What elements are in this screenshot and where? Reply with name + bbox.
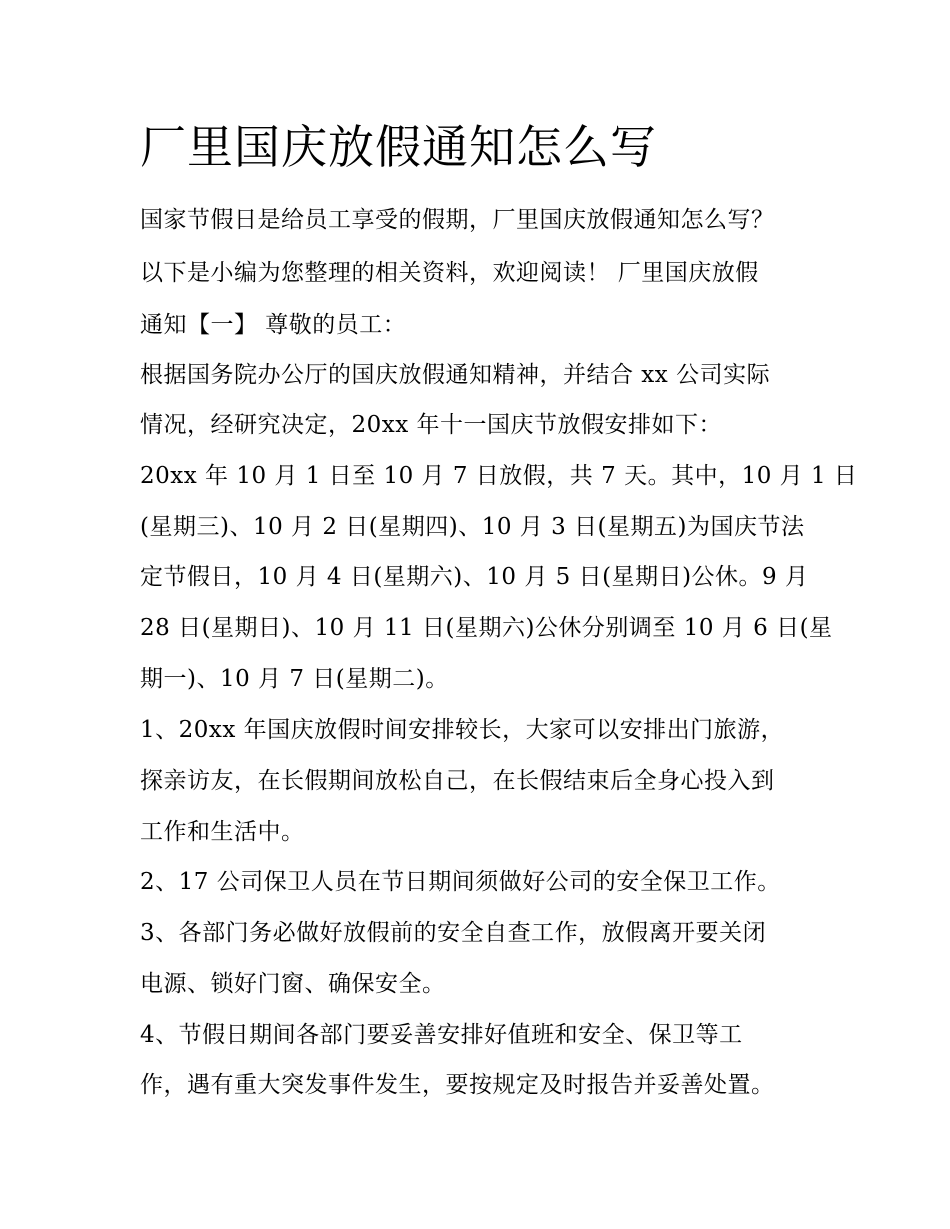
body-line: 28 日(星期日)、10 月 11 日(星期六)公休分别调至 10 月 6 日(星: [140, 615, 833, 641]
body-line: 情况，经研究决定，20xx 年十一国庆节放假安排如下：: [140, 412, 723, 438]
body-line: 1、20xx 年国庆放假时间安排较长，大家可以安排出门旅游，: [140, 717, 785, 743]
body-line: 以下是小编为您整理的相关资料，欢迎阅读！ 厂里国庆放假: [140, 260, 759, 286]
body-line: 通知【一】 尊敬的员工：: [140, 312, 407, 338]
body-line: 作，遇有重大突发事件发生，要按规定及时报告并妥善处置。: [140, 1072, 775, 1098]
body-line: 4、节假日期间各部门要妥善安排好值班和安全、保卫等工: [140, 1022, 743, 1048]
body-line: 电源、锁好门窗、确保安全。: [140, 971, 446, 997]
body-line: 3、各部门务必做好放假前的安全自查工作，放假离开要关闭: [140, 920, 767, 946]
body-line: 期一)、10 月 7 日(星期二)。: [140, 666, 449, 692]
body-line: 20xx 年 10 月 1 日至 10 月 7 日放假，共 7 天。其中，10 月 1 日: [140, 463, 858, 489]
body-line: (星期三)、10 月 2 日(星期四)、10 月 3 日(星期五)为国庆节法: [140, 514, 805, 540]
body-line: 探亲访友，在长假期间放松自己，在长假结束后全身心投入到: [140, 768, 775, 794]
body-line: 2、17 公司保卫人员在节日期间须做好公司的安全保卫工作。: [140, 869, 781, 895]
document-title: 厂里国庆放假通知怎么写: [140, 120, 657, 174]
body-line: 国家节假日是给员工享受的假期，厂里国庆放假通知怎么写？: [140, 207, 775, 233]
body-line: 根据国务院办公厅的国庆放假通知精神，并结合 xx 公司实际: [140, 362, 771, 388]
body-line: 定节假日，10 月 4 日(星期六)、10 月 5 日(星期日)公休。9 月: [140, 564, 809, 590]
body-line: 工作和生活中。: [140, 819, 305, 845]
